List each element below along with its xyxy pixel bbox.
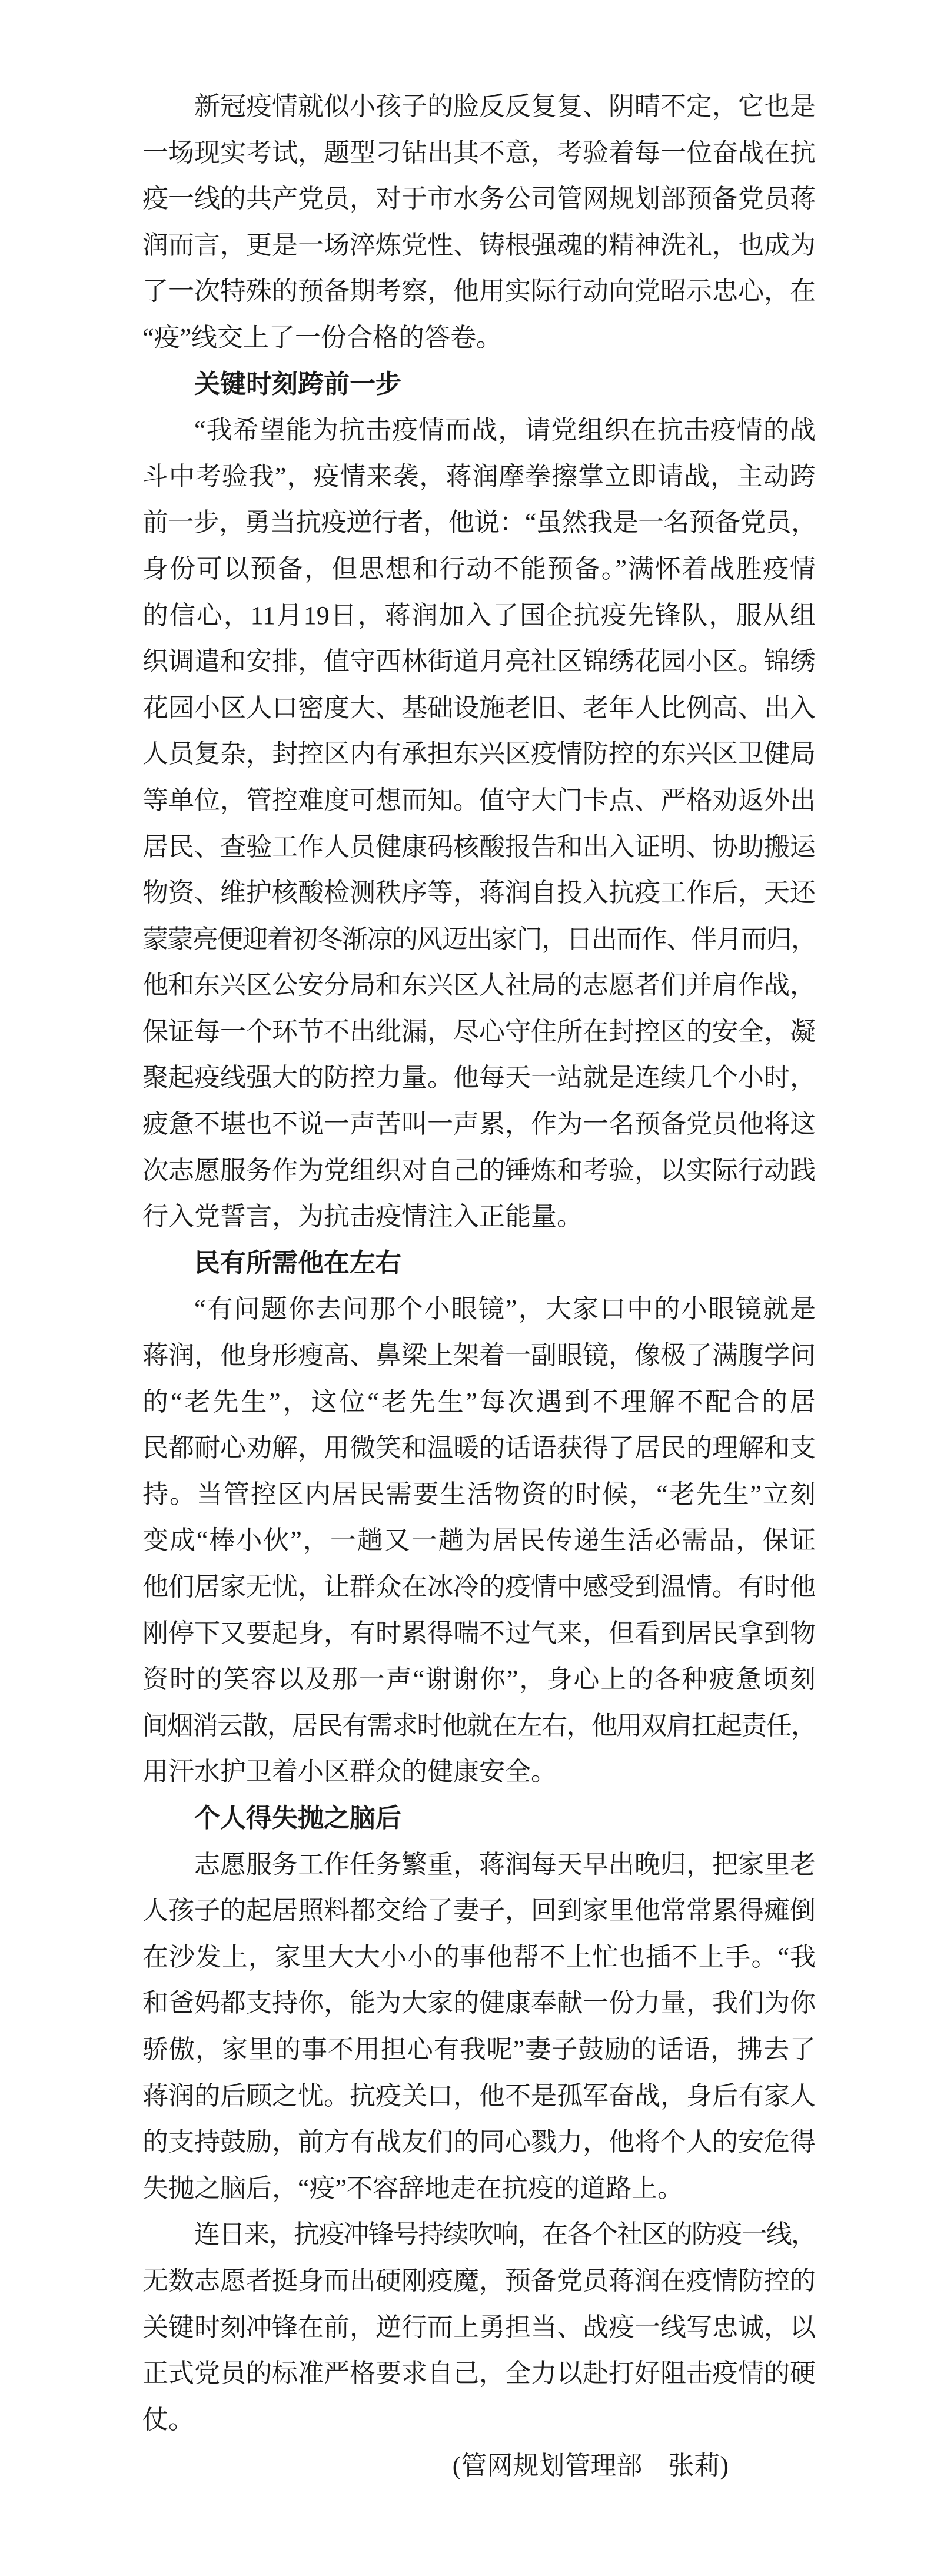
text-line: 了一次特殊的预备期考察，他用实际行动向党昭示忠心，在 (142, 277, 816, 306)
text-line: “我希望能为抗击疫情而战，请党组织在抗击疫情的战 (194, 416, 816, 445)
text-line: 润而言，更是一场淬炼党性、铸根强魂的精神洗礼，也成为 (142, 230, 816, 260)
text-line: “有问题你去问那个小眼镜”，大家口中的小眼镜就是 (194, 1294, 816, 1324)
text-line: 关键时刻冲锋在前，逆行而上勇担当、战疫一线写忠诚，以 (142, 2312, 816, 2342)
text-line: 斗中考验我”，疫情来袭，蒋润摩拳擦掌立即请战，主动跨 (142, 462, 816, 491)
text-line: 聚起疫线强大的防控力量。他每天一站就是连续几个小时， (142, 1063, 816, 1093)
text-line: 的“老先生”，这位“老先生”每次遇到不理解不配合的居 (142, 1387, 816, 1416)
text-line: 在沙发上，家里大大小小的事他帮不上忙也插不上手。“我 (142, 1942, 816, 1971)
heading-personal-gains: 个人得失抛之脑后 (194, 1803, 401, 1833)
text-line: 间烟消云散，居民有需求时他就在左右，他用双肩扛起责任， (142, 1711, 816, 1740)
text-line: 疫一线的共产党员，对于市水务公司管网规划部预备党员蒋 (142, 184, 816, 214)
text-line: 他和东兴区公安分局和东兴区人社局的志愿者们并肩作战， (142, 971, 816, 1000)
document-body (142, 84, 816, 2489)
text-line: 民都耐心劝解，用微笑和温暖的话语获得了居民的理解和支 (142, 1433, 816, 1463)
text-line: 的信心，11月19日，蒋润加入了国企抗疫先锋队，服从组 (142, 600, 816, 630)
text-line: 失抛之脑后，“疫”不容辞地走在抗疫的道路上。 (142, 2173, 684, 2203)
text-line: 新冠疫情就似小孩子的脸反反复复、阴晴不定，它也是 (194, 92, 816, 121)
text-line: 志愿服务工作任务繁重，蒋润每天早出晚归，把家里老 (194, 1850, 816, 1879)
text-line: 蒋润，他身形瘦高、鼻梁上架着一副眼镜，像极了满腹学问 (142, 1341, 816, 1370)
text-line: 蒋润的后顾之忧。抗疫关口，他不是孤军奋战，身后有家人 (142, 2081, 816, 2110)
text-line: 他们居家无忧，让群众在冰冷的疫情中感受到温情。有时他 (142, 1572, 816, 1601)
text-line: 花园小区人口密度大、基础设施老旧、老年人比例高、出入 (142, 693, 816, 722)
text-line: 资时的笑容以及那一声“谢谢你”，身心上的各种疲惫顷刻 (142, 1665, 816, 1694)
text-line: 次志愿服务作为党组织对自己的锤炼和考验，以实际行动践 (142, 1156, 816, 1185)
text-line: 人员复杂，封控区内有承担东兴区疫情防控的东兴区卫健局 (142, 739, 816, 769)
text-line: 的支持鼓励，前方有战友们的同心戮力，他将个人的安危得 (142, 2127, 816, 2157)
text-line: 仗。 (142, 2405, 194, 2434)
text-line: 骄傲，家里的事不用担心有我呢”妻子鼓励的话语，拂去了 (142, 2034, 816, 2064)
text-line: 行入党誓言，为抗击疫情注入正能量。 (142, 1202, 583, 1231)
text-line: 物资、维护核酸检测秩序等，蒋润自投入抗疫工作后，天还 (142, 878, 816, 908)
text-line: 前一步，勇当抗疫逆行者，他说：“虽然我是一名预备党员， (142, 508, 816, 537)
text-line: 人孩子的起居照料都交给了妻子，回到家里他常常累得瘫倒 (142, 1896, 816, 1926)
heading-people-needs: 民有所需他在左右 (194, 1248, 401, 1277)
heading-step-forward: 关键时刻跨前一步 (194, 369, 401, 399)
text-line: 疲惫不堪也不说一声苦叫一声累，作为一名预备党员他将这 (142, 1110, 816, 1139)
signature-line: (管网规划管理部 张莉) (452, 2451, 729, 2481)
text-line: 变成“棒小伙”，一趟又一趟为居民传递生活必需品，保证 (142, 1526, 816, 1555)
text-line: 等单位，管控难度可想而知。值守大门卡点、严格劝返外出 (142, 785, 816, 815)
text-line: 织调遣和安排，值守西林街道月亮社区锦绣花园小区。锦绣 (142, 647, 816, 676)
text-line: 刚停下又要起身，有时累得喘不过气来，但看到居民拿到物 (142, 1618, 816, 1648)
text-line: 一场现实考试，题型刁钻出其不意，考验着每一位奋战在抗 (142, 138, 816, 167)
text-line: 正式党员的标准严格要求自己，全力以赴打好阻击疫情的硬 (142, 2359, 816, 2388)
text-line: 连日来，抗疫冲锋号持续吹响，在各个社区的防疫一线， (194, 2220, 816, 2249)
text-line: 和爸妈都支持你，能为大家的健康奉献一份力量，我们为你 (142, 1989, 816, 2018)
text-line: 保证每一个环节不出纰漏，尽心守住所在封控区的安全，凝 (142, 1017, 816, 1046)
text-line: 持。当管控区内居民需要生活物资的时候，“老先生”立刻 (142, 1479, 816, 1509)
text-line: 蒙蒙亮便迎着初冬渐凉的风迈出家门，日出而作、伴月而归， (142, 924, 816, 954)
text-line: “疫”线交上了一份合格的答卷。 (142, 323, 503, 352)
text-line: 用汗水护卫着小区群众的健康安全。 (142, 1757, 557, 1787)
text-line: 居民、查验工作人员健康码核酸报告和出入证明、协助搬运 (142, 832, 816, 861)
text-line: 身份可以预备，但思想和行动不能预备。”满怀着战胜疫情 (142, 554, 816, 583)
text-line: 无数志愿者挺身而出硬刚疫魔，预备党员蒋润在疫情防控的 (142, 2266, 816, 2295)
